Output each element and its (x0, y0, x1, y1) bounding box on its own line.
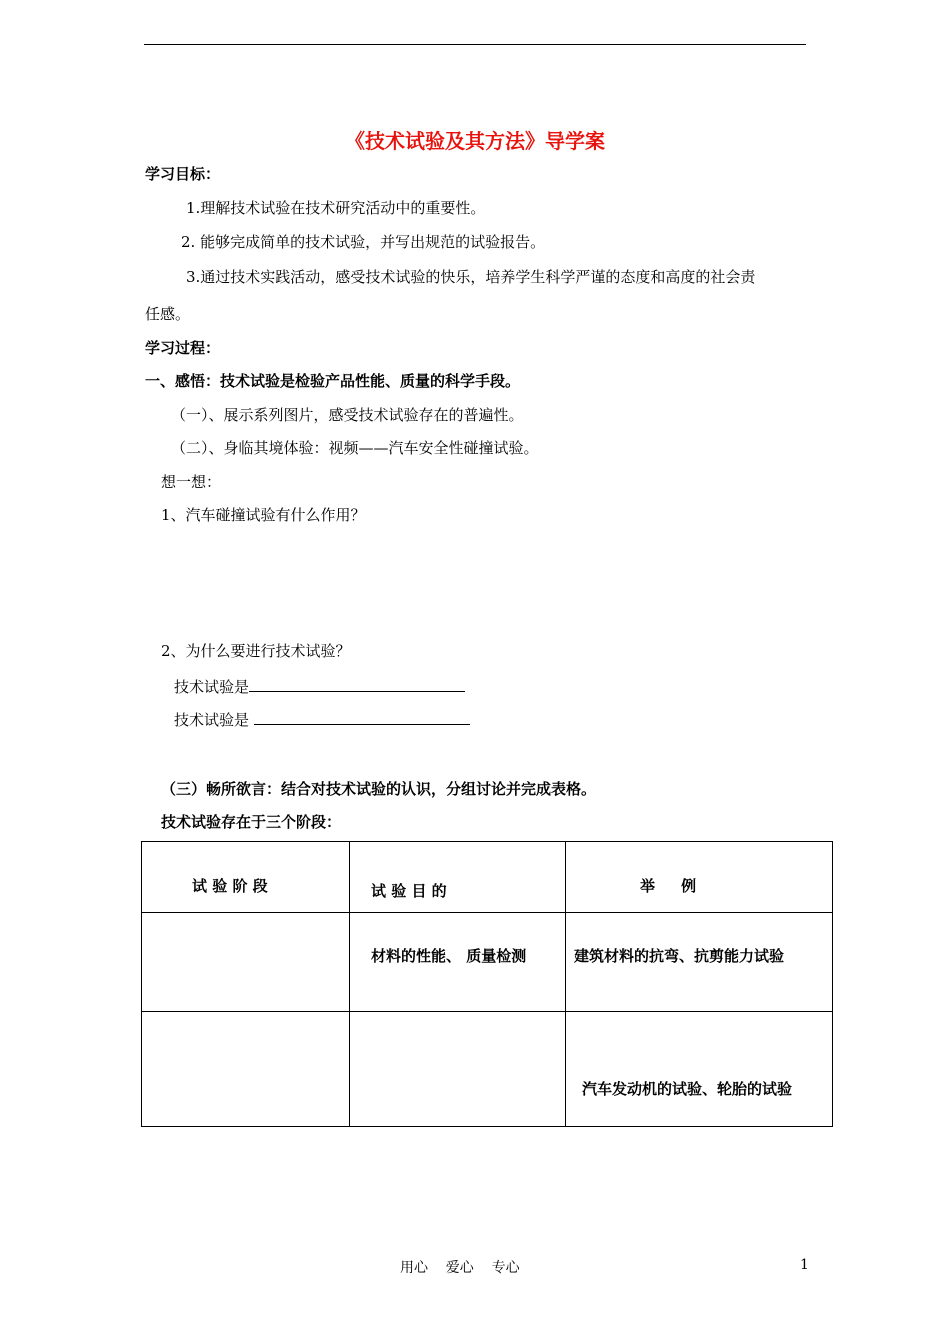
think-label: 想一想： (161, 473, 222, 491)
table-row (142, 1012, 833, 1127)
row2-stage-cell[interactable] (142, 1012, 350, 1127)
answer-blank-1[interactable] (249, 677, 465, 692)
objective-2: 2. 能够完成简单的技术试验，并写出规范的试验报告。 (181, 233, 546, 251)
fill-line-1 (174, 676, 465, 697)
document-title: 《技术试验及其方法》导学案 (345, 129, 605, 153)
row2-example-cell[interactable] (566, 1012, 833, 1127)
header-stage-label: 试 验 阶 段 (192, 877, 268, 895)
objective-3-continued: 任感。 (145, 305, 191, 323)
question-1: 1、汽车碰撞试验有什么作用？ (161, 506, 366, 524)
header-cell-example (566, 842, 833, 913)
stages-table (141, 841, 833, 1127)
table-header-row (142, 842, 833, 913)
row1-example-cell[interactable] (566, 913, 833, 1012)
header-cell-purpose (350, 842, 566, 913)
fill-line-1-label: 技术试验是 (174, 678, 250, 696)
objective-1: 1.理解技术试验在技术研究活动中的重要性。 (186, 199, 486, 217)
row1-stage-cell[interactable] (142, 913, 350, 1012)
header-cell-stage (142, 842, 350, 913)
page-number: 1 (800, 1257, 809, 1273)
row2-example-text: 汽车发动机的试验、轮胎的试验 (582, 1080, 793, 1098)
part2-text: （二）、身临其境体验：视频——汽车安全性碰撞试验。 (171, 439, 539, 457)
part1-text: （一）、展示系列图片，感受技术试验存在的普遍性。 (171, 406, 524, 424)
header-example-label: 举 例 (640, 877, 697, 895)
process-heading: 学习过程： (145, 339, 221, 357)
fill-line-2-label: 技术试验是 (174, 711, 250, 729)
fill-line-2 (174, 709, 470, 730)
row2-purpose-cell[interactable] (350, 1012, 566, 1127)
objective-3: 3.通过技术实践活动，感受技术试验的快乐，培养学生科学严谨的态度和高度的社会责 (186, 268, 756, 286)
footer-motto: 用心 爱心 专心 (400, 1260, 520, 1276)
answer-blank-2[interactable] (254, 710, 470, 725)
part3-text: （三）畅所欲言：结合对技术试验的认识，分组讨论并完成表格。 (161, 780, 597, 798)
section1-heading: 一、感悟：技术试验是检验产品性能、质量的科学手段。 (145, 372, 521, 390)
table-row (142, 913, 833, 1012)
row1-purpose-cell[interactable] (350, 913, 566, 1012)
objectives-heading: 学习目标： (145, 165, 221, 183)
row1-purpose-text: 材料的性能、 质量检测 (371, 947, 527, 965)
table-intro: 技术试验存在于三个阶段： (161, 813, 342, 831)
header-rule (144, 44, 806, 45)
header-purpose-label: 试 验 目 的 (371, 882, 447, 900)
question-2: 2、为什么要进行技术试验？ (161, 642, 351, 660)
row1-example-text: 建筑材料的抗弯、抗剪能力试验 (574, 947, 785, 965)
